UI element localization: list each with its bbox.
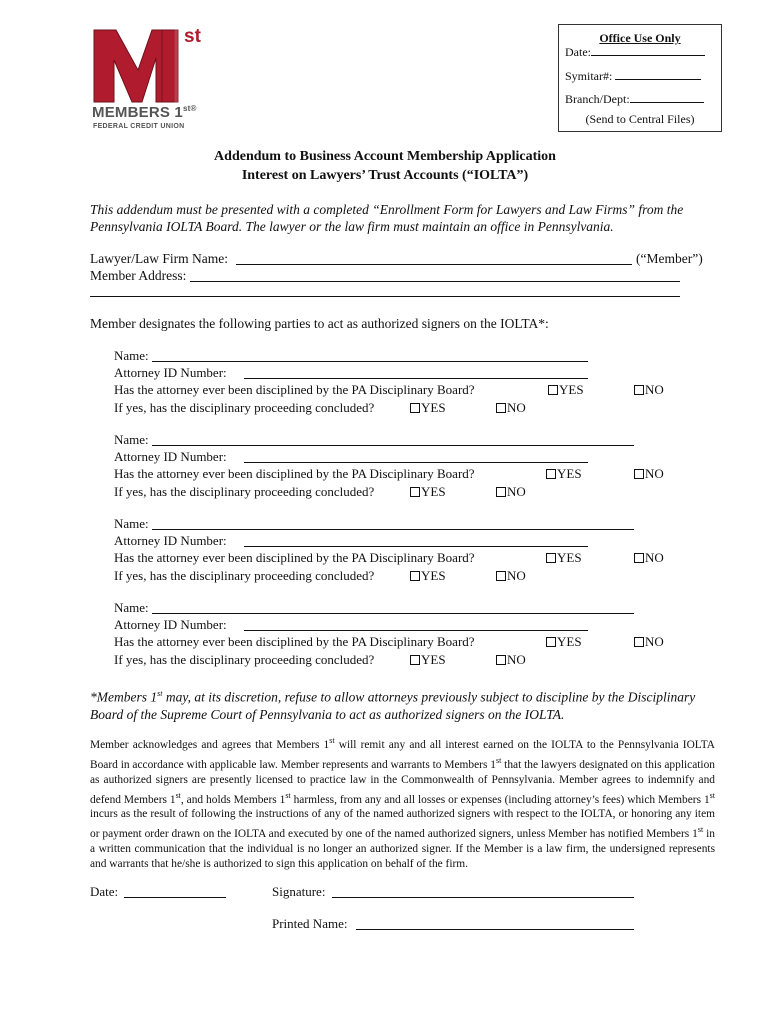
checkbox[interactable] bbox=[546, 553, 556, 563]
logo-registered: ® bbox=[190, 104, 197, 113]
checkbox[interactable] bbox=[410, 655, 420, 665]
signer-name-label: Name: bbox=[114, 600, 149, 615]
concluded-no-option[interactable] bbox=[496, 568, 526, 584]
signer-block-4 bbox=[0, 600, 770, 670]
signer-block-1 bbox=[0, 348, 770, 418]
yes-label: YES bbox=[421, 652, 446, 667]
office-date-row bbox=[565, 44, 705, 60]
logo-name-sup: st bbox=[182, 104, 191, 113]
footer-date-label: Date: bbox=[90, 884, 119, 899]
signer-block-2 bbox=[0, 432, 770, 502]
attorney-id-field[interactable] bbox=[244, 546, 588, 547]
signature-field[interactable] bbox=[332, 897, 634, 898]
ack-sup: st bbox=[709, 790, 715, 800]
logo-mark-sup: st bbox=[184, 26, 201, 47]
attorney-id-label: Attorney ID Number: bbox=[114, 365, 227, 380]
concluded-question: If yes, has the disciplinary proceeding concluded? bbox=[114, 400, 375, 415]
ack-part-2: will remit any and all interest earned on the IOLTA to the Pennsylvania IOLTA Board in accordance with applicable law. Member represents and warrants to Members 1 bbox=[90, 738, 715, 771]
disciplined-yes-option[interactable] bbox=[546, 550, 582, 566]
office-date-label: Date: bbox=[565, 45, 591, 59]
intro-paragraph: This addendum must be presented with a completed “Enrollment Form for Lawyers and Law Firms” from the Pennsylvania IOLTA Board. The lawyer or the law firm must maintain an office in Pennsylvania. bbox=[90, 202, 684, 234]
checkbox[interactable] bbox=[410, 487, 420, 497]
concluded-no-option[interactable] bbox=[496, 400, 526, 416]
office-branch-label: Branch/Dept: bbox=[565, 92, 630, 106]
ack-part-5: harmless, from any and all losses or expenses (including attorney’s fees) which Members 1 bbox=[290, 793, 710, 806]
printed-name-field[interactable] bbox=[356, 929, 634, 930]
concluded-yes-option[interactable] bbox=[410, 652, 446, 668]
signer-name-label: Name: bbox=[114, 432, 149, 447]
disciplined-question: Has the attorney ever been disciplined by the PA Disciplinary Board? bbox=[114, 634, 475, 649]
no-label: NO bbox=[507, 652, 526, 667]
yes-label: YES bbox=[557, 634, 582, 649]
no-label: NO bbox=[507, 484, 526, 499]
disciplined-no-option[interactable] bbox=[634, 466, 664, 482]
signer-name-field[interactable] bbox=[152, 529, 634, 530]
ack-sup: st bbox=[697, 825, 704, 835]
member-suffix: (“Member”) bbox=[636, 251, 703, 266]
ack-part-7: in a written communication that the individual is no longer an authorized signer. If the Member is a law firm, the undersigned represents and warrants that he/she is authorized to sign this application on behalf of the firm. bbox=[90, 828, 715, 871]
office-note: (Send to Central Files) bbox=[585, 112, 695, 126]
logo-name bbox=[92, 104, 197, 121]
disciplined-yes-option[interactable] bbox=[548, 382, 584, 398]
attorney-id-field[interactable] bbox=[244, 462, 588, 463]
concluded-yes-option[interactable] bbox=[410, 400, 446, 416]
concluded-question: If yes, has the disciplinary proceeding concluded? bbox=[114, 652, 375, 667]
footnote-sup: st bbox=[157, 689, 163, 698]
disciplined-question: Has the attorney ever been disciplined by the PA Disciplinary Board? bbox=[114, 382, 475, 397]
attorney-id-label: Attorney ID Number: bbox=[114, 533, 227, 548]
disciplined-no-option[interactable] bbox=[634, 550, 664, 566]
signer-block-3 bbox=[0, 516, 770, 586]
disciplined-no-option[interactable] bbox=[634, 634, 664, 650]
yes-label: YES bbox=[557, 550, 582, 565]
office-branch-row bbox=[565, 91, 704, 107]
disciplined-question: Has the attorney ever been disciplined by the PA Disciplinary Board? bbox=[114, 466, 475, 481]
office-use-title: Office Use Only bbox=[599, 31, 681, 45]
attorney-id-field[interactable] bbox=[244, 378, 588, 379]
yes-label: YES bbox=[559, 382, 584, 397]
footer-date-field[interactable] bbox=[124, 897, 226, 898]
no-label: NO bbox=[507, 568, 526, 583]
checkbox[interactable] bbox=[634, 385, 644, 395]
attorney-id-field[interactable] bbox=[244, 630, 588, 631]
logo-mark bbox=[86, 24, 214, 108]
concluded-no-option[interactable] bbox=[496, 652, 526, 668]
ack-sup: st bbox=[329, 736, 335, 745]
checkbox[interactable] bbox=[546, 637, 556, 647]
no-label: NO bbox=[645, 550, 664, 565]
office-symitar-row bbox=[565, 68, 701, 84]
checkbox[interactable] bbox=[634, 553, 644, 563]
logo-name-text: MEMBERS 1 bbox=[92, 104, 183, 121]
checkbox[interactable] bbox=[634, 637, 644, 647]
checkbox[interactable] bbox=[546, 469, 556, 479]
attorney-id-label: Attorney ID Number: bbox=[114, 449, 227, 464]
office-date-field[interactable] bbox=[591, 44, 705, 56]
concluded-yes-option[interactable] bbox=[410, 568, 446, 584]
concluded-yes-option[interactable] bbox=[410, 484, 446, 500]
signer-name-field[interactable] bbox=[152, 361, 588, 362]
office-symitar-label: Symitar#: bbox=[565, 69, 613, 83]
signature-label: Signature: bbox=[272, 884, 326, 899]
footnote-part-b: may, at its discretion, refuse to allow attorneys previously subject to discipline by the Disciplinary Board of the Supreme Court of Pennsylvania to act as authorized signers on the IOLTA. bbox=[90, 689, 696, 722]
office-branch-field[interactable] bbox=[630, 91, 704, 103]
checkbox[interactable] bbox=[634, 469, 644, 479]
footnote-part-a: *Members 1 bbox=[90, 689, 158, 705]
attorney-id-label: Attorney ID Number: bbox=[114, 617, 227, 632]
office-symitar-field[interactable] bbox=[615, 68, 701, 80]
checkbox[interactable] bbox=[496, 571, 506, 581]
checkbox[interactable] bbox=[410, 571, 420, 581]
ack-part-4: , and holds Members 1 bbox=[180, 793, 286, 806]
no-label: NO bbox=[645, 634, 664, 649]
ack-sup: st bbox=[495, 755, 502, 765]
form-title-line2: Interest on Lawyers’ Trust Accounts (“IOLTA”) bbox=[241, 168, 529, 183]
member-address-field-1[interactable] bbox=[190, 281, 680, 282]
signer-name-field[interactable] bbox=[152, 613, 634, 614]
signer-name-field[interactable] bbox=[152, 445, 634, 446]
ack-sup: st bbox=[285, 790, 291, 800]
yes-label: YES bbox=[421, 400, 446, 415]
signer-name-label: Name: bbox=[114, 348, 149, 363]
acknowledgement-paragraph bbox=[90, 733, 715, 872]
concluded-question: If yes, has the disciplinary proceeding concluded? bbox=[114, 484, 375, 499]
no-label: NO bbox=[645, 466, 664, 481]
yes-label: YES bbox=[421, 484, 446, 499]
ack-part-3: that the lawyers designated on this application as authorized signers are presently licensed to practice law in the Commonwealth of Pennsylvania. Member agrees to indemnify and defend Members 1 bbox=[90, 758, 715, 806]
checkbox[interactable] bbox=[496, 487, 506, 497]
checkbox[interactable] bbox=[410, 403, 420, 413]
no-label: NO bbox=[645, 382, 664, 397]
ack-part-1: Member acknowledges and agrees that Members 1 bbox=[90, 738, 330, 751]
designates-text: Member designates the following parties to act as authorized signers on the IOLTA*: bbox=[90, 316, 549, 331]
logo-subtitle: FEDERAL CREDIT UNION bbox=[93, 123, 185, 130]
form-title-line1: Addendum to Business Account Membership Application bbox=[214, 149, 556, 164]
checkbox[interactable] bbox=[496, 403, 506, 413]
member-address-field-2[interactable] bbox=[90, 296, 680, 297]
yes-label: YES bbox=[421, 568, 446, 583]
discipline-footnote bbox=[90, 685, 720, 723]
signer-name-label: Name: bbox=[114, 516, 149, 531]
no-label: NO bbox=[507, 400, 526, 415]
concluded-no-option[interactable] bbox=[496, 484, 526, 500]
disciplined-yes-option[interactable] bbox=[546, 466, 582, 482]
printed-name-label: Printed Name: bbox=[272, 916, 348, 931]
firm-name-field[interactable] bbox=[236, 264, 632, 265]
concluded-question: If yes, has the disciplinary proceeding concluded? bbox=[114, 568, 375, 583]
office-use-box bbox=[558, 24, 722, 132]
disciplined-question: Has the attorney ever been disciplined by the PA Disciplinary Board? bbox=[114, 550, 475, 565]
ack-part-6: incurs as the result of following the instructions of any of the named authorized signers with respect to the IOLTA, or honoring any item or payment order drawn on the IOLTA and executed by one of the named authorized signers, unless Member has notified Members 1 bbox=[90, 808, 715, 841]
firm-name-label: Lawyer/Law Firm Name: bbox=[90, 251, 228, 266]
checkbox[interactable] bbox=[548, 385, 558, 395]
disciplined-no-option[interactable] bbox=[634, 382, 664, 398]
checkbox[interactable] bbox=[496, 655, 506, 665]
disciplined-yes-option[interactable] bbox=[546, 634, 582, 650]
yes-label: YES bbox=[557, 466, 582, 481]
ack-sup: st bbox=[175, 790, 181, 800]
member-address-label: Member Address: bbox=[90, 268, 187, 283]
